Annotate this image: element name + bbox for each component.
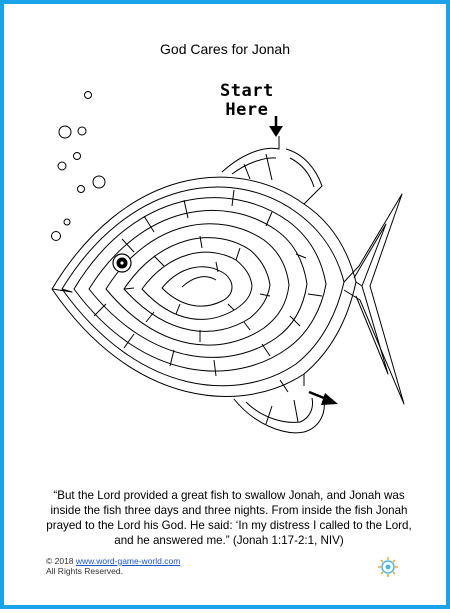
start-arrow-icon xyxy=(269,116,283,137)
copyright-prefix: © 2018 xyxy=(46,556,76,566)
fish-eye-icon xyxy=(113,254,131,272)
exit-arrow-icon xyxy=(309,392,338,405)
copyright xyxy=(46,556,180,576)
logo-icon xyxy=(377,556,399,578)
verse-text: “But the Lord provided a great fish to swallow Jonah, and Jonah was inside the fish three days and three nights. From inside the fish Jonah prayed to the Lord his God. He said: ‘In my distress I called to the Lord, and he answered me.” (Jonah 1:17-2:1, NIV) xyxy=(46,489,412,547)
page-title: God Cares for Jonah xyxy=(160,41,290,57)
site-link[interactable]: www.word-game-world.com xyxy=(75,556,181,566)
rights-text: All Rights Reserved. xyxy=(46,566,124,576)
start-label-line-2: Here xyxy=(225,100,269,120)
start-label-line-1: Start xyxy=(220,81,274,101)
bubble-icon xyxy=(52,92,106,241)
